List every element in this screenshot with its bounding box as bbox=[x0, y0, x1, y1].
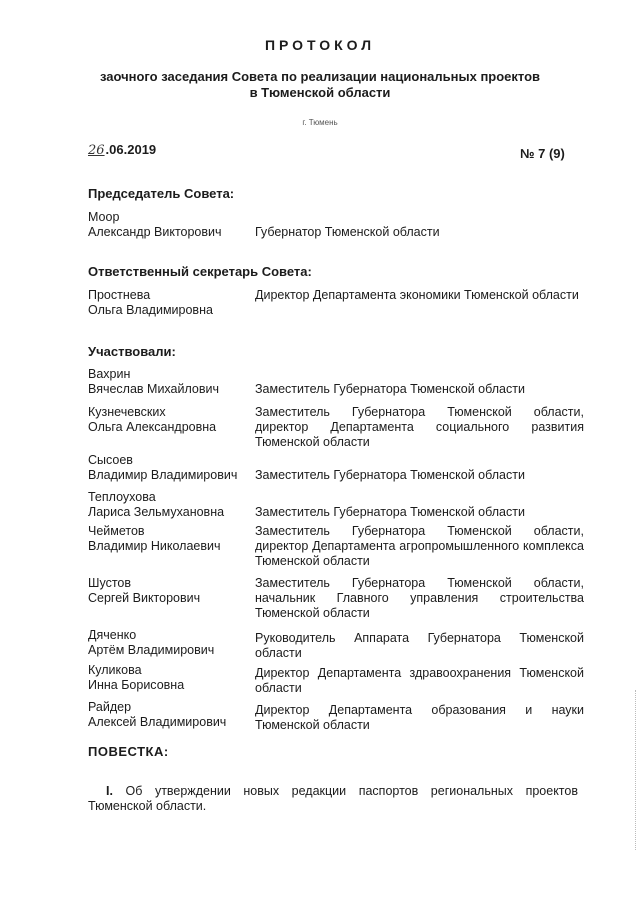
participant-entry bbox=[88, 524, 586, 569]
participant-role: Руководитель Аппарата Губернатора Тюменской области bbox=[255, 631, 584, 660]
participant-given-name: Владимир Николаевич bbox=[88, 539, 221, 553]
participant-given-name: Артём Владимирович bbox=[88, 643, 215, 657]
participant-name bbox=[88, 367, 256, 397]
participant-surname: Чейметов bbox=[88, 524, 145, 538]
participant-entry bbox=[88, 700, 586, 730]
scan-edge-mark bbox=[634, 690, 636, 850]
participant-given-name: Вячеслав Михайлович bbox=[88, 382, 219, 396]
participant-entry bbox=[88, 576, 586, 621]
participant-given-name: Сергей Викторович bbox=[88, 591, 201, 605]
date-month-year: .06.2019 bbox=[105, 142, 157, 157]
participant-role: Заместитель Губернатора Тюменской области, директор Департамента социального развития Тюменской области bbox=[255, 405, 584, 449]
participant-role: Заместитель Губернатора Тюменской области, начальник Главного управления строительства Тюменской области bbox=[255, 576, 584, 620]
secretary-entry bbox=[88, 288, 586, 318]
document-title: ПРОТОКОЛ bbox=[264, 37, 376, 53]
participant-name bbox=[88, 576, 256, 606]
participant-surname: Дяченко bbox=[88, 628, 137, 642]
participant-surname: Сысоев bbox=[88, 453, 133, 467]
participant-role: Заместитель Губернатора Тюменской области, директор Департамента агропромышленного комплекса Тюменской области bbox=[255, 524, 584, 568]
participant-entry bbox=[88, 367, 586, 397]
secretary-given-name: Ольга Владимировна bbox=[88, 303, 213, 317]
secretary-heading: Ответственный секретарь Совета: bbox=[88, 264, 312, 279]
participant-surname: Шустов bbox=[88, 576, 131, 590]
chairman-role: Губернатор Тюменской области bbox=[255, 225, 440, 239]
participant-given-name: Ольга Александровна bbox=[88, 420, 217, 434]
subtitle-line-1: заочного заседания Совета по реализации национальных проектов bbox=[99, 69, 541, 84]
participant-surname: Кузнечевских bbox=[88, 405, 166, 419]
participant-entry bbox=[88, 453, 586, 483]
document-number: № 7 (9) bbox=[520, 146, 565, 161]
participant-role: Заместитель Губернатора Тюменской области bbox=[255, 382, 525, 396]
participant-role: Заместитель Губернатора Тюменской области bbox=[255, 505, 525, 519]
participant-name bbox=[88, 700, 256, 730]
participant-surname: Куликова bbox=[88, 663, 142, 677]
chairman-surname: Моор bbox=[88, 210, 120, 224]
participant-surname: Вахрин bbox=[88, 367, 131, 381]
document-subtitle bbox=[60, 69, 580, 101]
chairman-heading: Председатель Совета: bbox=[88, 186, 235, 201]
secretary-role: Директор Департамента экономики Тюменской области bbox=[255, 288, 579, 302]
secretary-surname: Простнева bbox=[88, 288, 151, 302]
secretary-name bbox=[88, 288, 256, 318]
participant-entry bbox=[88, 663, 586, 693]
participant-name bbox=[88, 524, 256, 554]
chairman-given-name: Александр Викторович bbox=[88, 225, 222, 239]
participant-given-name: Инна Борисовна bbox=[88, 678, 185, 692]
subtitle-line-2: в Тюменской области bbox=[249, 85, 391, 100]
participant-name bbox=[88, 663, 256, 693]
participant-given-name: Лариса Зельмухановна bbox=[88, 505, 225, 519]
chairman-name bbox=[88, 210, 256, 240]
participant-role: Директор Департамента образования и науки Тюменской области bbox=[255, 703, 584, 732]
participant-given-name: Владимир Владимирович bbox=[88, 468, 238, 482]
participant-surname: Теплоухова bbox=[88, 490, 156, 504]
participant-given-name: Алексей Владимирович bbox=[88, 715, 227, 729]
agenda-heading: ПОВЕСТКА: bbox=[88, 744, 169, 759]
agenda-item-number: I. bbox=[106, 784, 113, 798]
participant-role: Директор Департамента здравоохранения Тюменской области bbox=[255, 666, 584, 695]
participant-role: Заместитель Губернатора Тюменской области bbox=[255, 468, 525, 482]
participant-name bbox=[88, 490, 256, 520]
participant-entry bbox=[88, 628, 586, 658]
participant-entry bbox=[88, 490, 586, 520]
agenda-item bbox=[88, 784, 578, 814]
date-day-handwritten: 26 bbox=[88, 143, 105, 158]
participant-name bbox=[88, 405, 256, 435]
participant-name bbox=[88, 628, 256, 658]
city-label: г. Тюмень bbox=[302, 118, 338, 127]
participant-entry bbox=[88, 405, 586, 450]
agenda-item-text: Об утверждении новых редакции паспортов региональных проектов Тюменской области. bbox=[88, 784, 578, 813]
participants-heading: Участвовали: bbox=[88, 344, 176, 359]
chairman-entry bbox=[88, 210, 586, 240]
document-date bbox=[88, 142, 156, 158]
participant-name bbox=[88, 453, 256, 483]
participant-surname: Райдер bbox=[88, 700, 132, 714]
